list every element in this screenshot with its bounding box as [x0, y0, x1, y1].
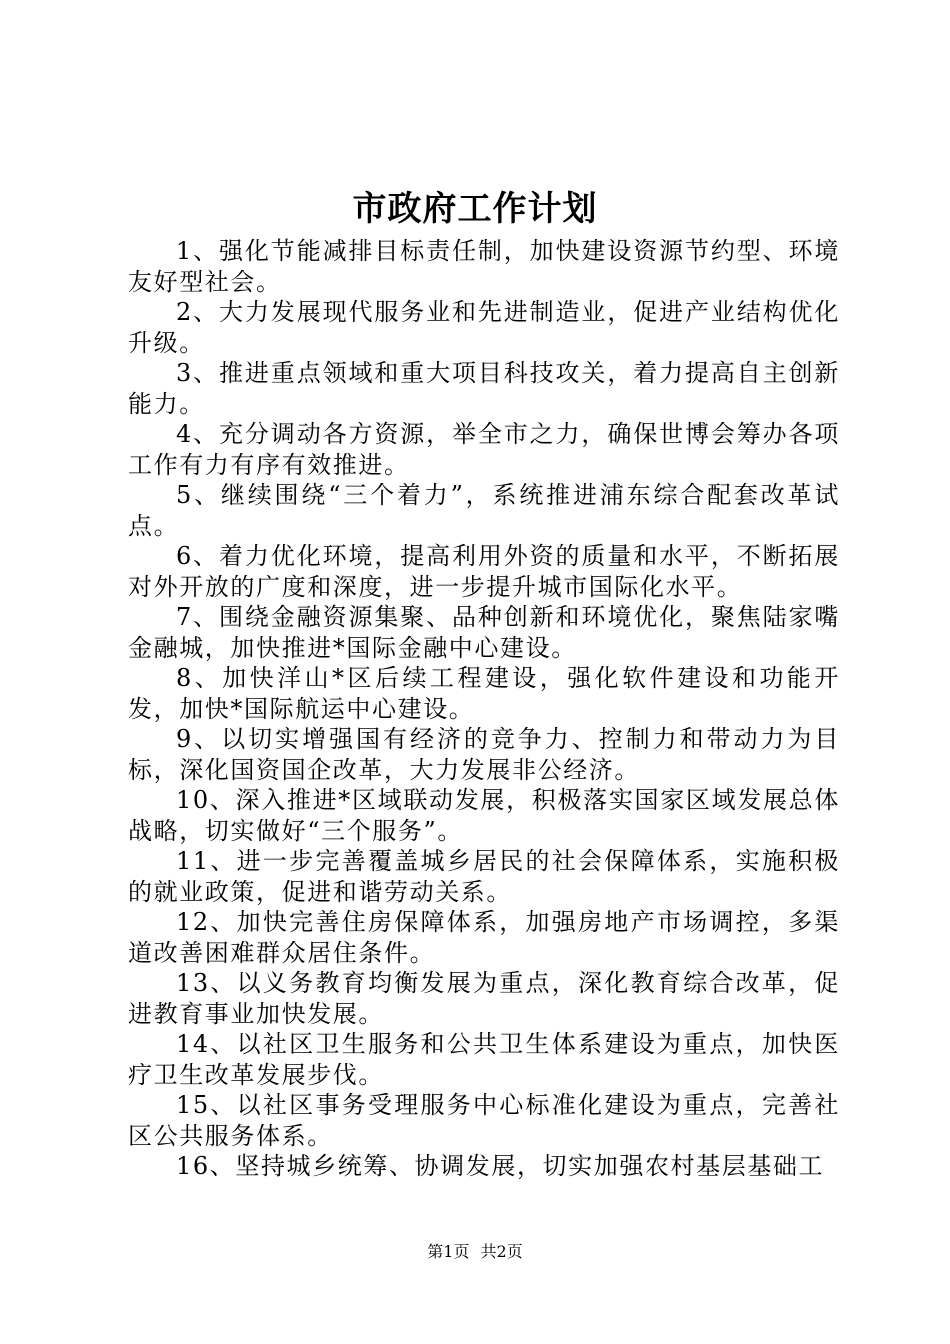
- paragraph-16: 16、坚持城乡统筹、协调发展，切实加强农村基层基础工: [176, 1152, 825, 1180]
- paragraph-10: 10、深入推进*区域联动发展，积极落实国家区域发展总体战略，切实做好“三个服务”。: [128, 786, 840, 845]
- page-number: 第1页: [427, 1242, 470, 1261]
- document-title: 市政府工作计划: [352, 189, 598, 229]
- paragraph-7: 7、围绕金融资源集聚、品种创新和环境优化，聚焦陆家嘴金融城，加快推进*国际金融中心建设。: [128, 603, 840, 662]
- paragraph-5: 5、继续围绕“三个着力”，系统推进浦东综合配套改革试点。: [128, 481, 840, 540]
- document-body: [128, 236, 840, 1182]
- paragraph-9: 9、以切实增强国有经济的竞争力、控制力和带动力为目标，深化国资国企改革，大力发展非公经济。: [128, 725, 840, 784]
- paragraph-13: 13、以义务教育均衡发展为重点，深化教育综合改革，促进教育事业加快发展。: [128, 969, 840, 1028]
- paragraph-2: 2、大力发展现代服务业和先进制造业，促进产业结构优化升级。: [128, 298, 840, 357]
- page-total: 共2页: [480, 1242, 523, 1261]
- page-footer: [0, 1241, 950, 1263]
- paragraph-4: 4、充分调动各方资源，举全市之力，确保世博会筹办各项工作有力有序有效推进。: [128, 420, 840, 479]
- paragraph-8: 8、加快洋山*区后续工程建设，强化软件建设和功能开发，加快*国际航运中心建设。: [128, 664, 840, 723]
- paragraph-12: 12、加快完善住房保障体系，加强房地产市场调控，多渠道改善困难群众居住条件。: [128, 908, 840, 967]
- paragraph-1: 1、强化节能减排目标责任制，加快建设资源节约型、环境友好型社会。: [128, 237, 840, 296]
- paragraph-15: 15、以社区事务受理服务中心标准化建设为重点，完善社区公共服务体系。: [128, 1091, 840, 1150]
- paragraph-14: 14、以社区卫生服务和公共卫生体系建设为重点，加快医疗卫生改革发展步伐。: [128, 1030, 840, 1089]
- paragraph-11: 11、进一步完善覆盖城乡居民的社会保障体系，实施积极的就业政策，促进和谐劳动关系。: [128, 847, 840, 906]
- paragraph-6: 6、着力优化环境，提高利用外资的质量和水平，不断拓展对外开放的广度和深度，进一步提升城市国际化水平。: [128, 542, 840, 601]
- paragraph-3: 3、推进重点领域和重大项目科技攻关，着力提高自主创新能力。: [128, 359, 840, 418]
